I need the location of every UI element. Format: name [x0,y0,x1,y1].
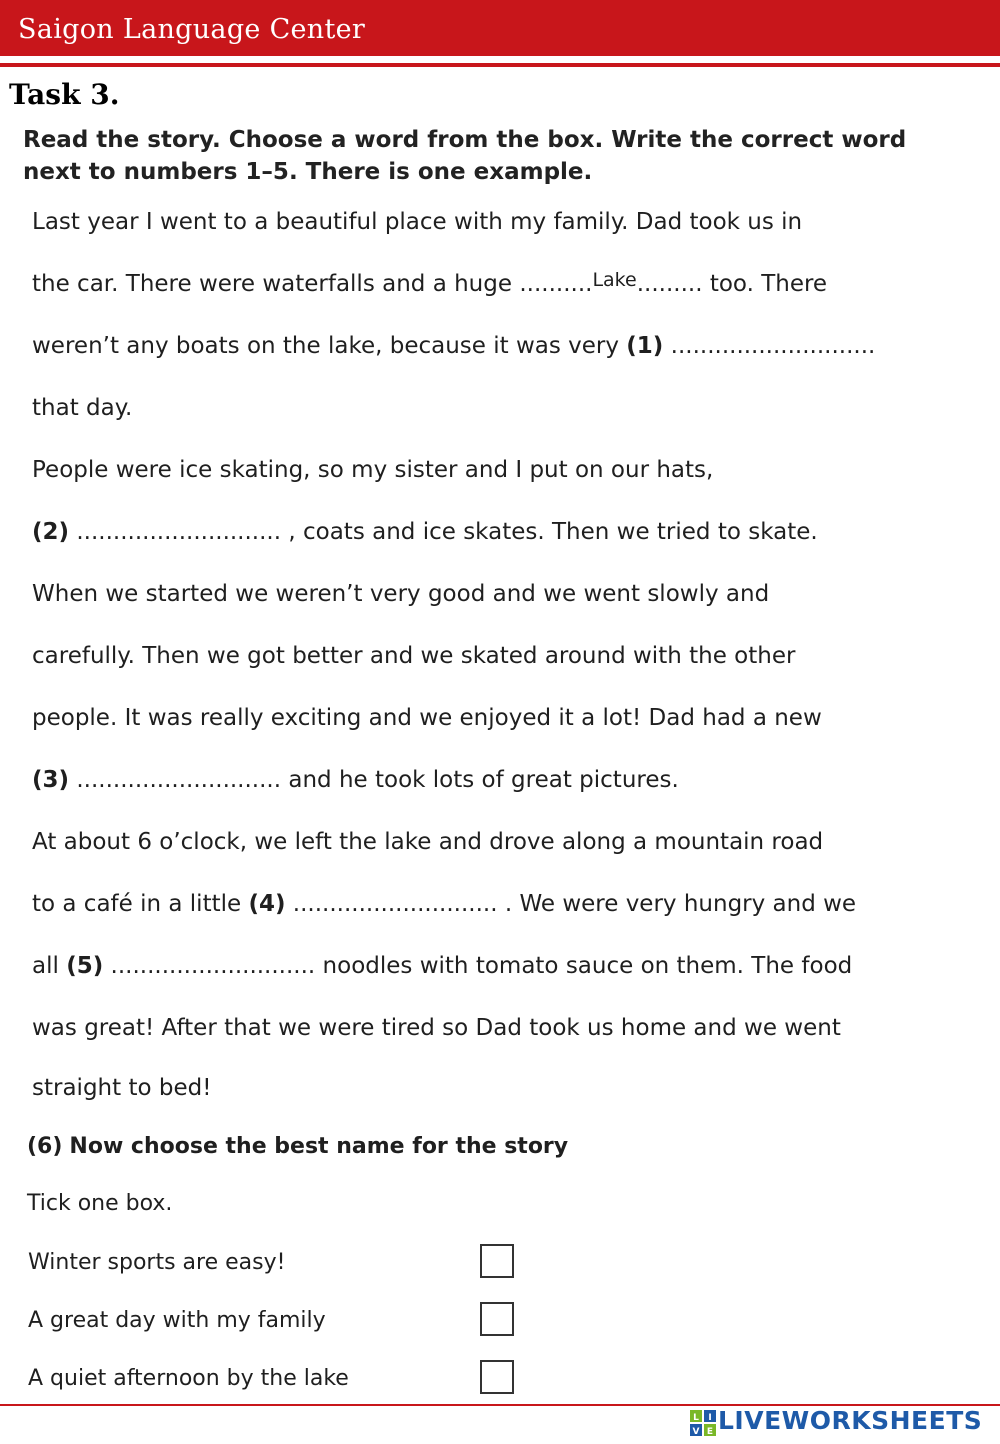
header-banner [0,0,1000,56]
gap-4-answer-field[interactable]: ............................ [285,891,498,917]
option-label-1: Winter sports are easy! [28,1250,286,1275]
example-dots: .......... [519,271,593,297]
gap-3-number: (3) [32,767,70,793]
tick-instruction: Tick one box. [27,1191,173,1216]
option-label-2: A great day with my family [28,1308,326,1333]
gap-4-number: (4) [248,891,286,917]
gap-1-number: (1) [626,333,664,359]
logo-letter: V [692,1427,700,1436]
center-name: Saigon Language Center [18,14,366,45]
gap-5-answer-field[interactable]: ............................ [103,953,316,979]
story-line: At about 6 o’clock, we left the lake and drove along a mountain road [32,829,824,855]
story-line: Last year I went to a beautiful place with my family. Dad took us in [32,209,803,235]
gap-2-answer-field[interactable]: ............................ [69,519,282,545]
question-6-text: Now choose the best name for the story [69,1134,569,1159]
story-line [32,955,852,978]
option-checkbox-3[interactable] [480,1360,514,1394]
story-text-segment: . We were very hungry and we [497,891,857,917]
story-line: was great! After that we were tired so Dad took us home and we went [32,1015,841,1041]
gap-5-number: (5) [66,953,104,979]
header-rule [0,63,1000,67]
instruction-line-2: next to numbers 1–5. There is one example. [23,159,593,185]
story-line [32,521,818,544]
story-line [32,335,875,358]
story-text-segment: weren’t any boats on the lake, because it was very [32,333,627,359]
gap-1-answer-field[interactable]: ............................ [663,333,876,359]
story-line: straight to bed! [32,1075,212,1101]
story-line: people. It was really exciting and we enjoyed it a lot! Dad had a new [32,705,822,731]
liveworksheets-logo-icon [690,1410,716,1436]
story-text-segment: all [32,953,67,979]
example-answer: Lake [592,269,637,291]
example-dots: ......... [636,271,703,297]
question-6-prompt [27,1134,568,1159]
task-title: Task 3. [9,78,120,111]
story-line [32,893,856,916]
story-line [32,769,679,792]
option-label-3: A quiet afternoon by the lake [28,1366,349,1391]
story-line: carefully. Then we got better and we skated around with the other [32,643,796,669]
story-line: that day. [32,395,133,421]
liveworksheets-logo [690,1404,990,1440]
story-line: People were ice skating, so my sister and I put on our hats, [32,457,714,483]
gap-3-answer-field[interactable]: ............................ [69,767,282,793]
story-text-segment: too. There [702,271,828,297]
brand-name: LIVEWORKSHEETS [718,1406,983,1435]
option-checkbox-1[interactable] [480,1244,514,1278]
option-checkbox-2[interactable] [480,1302,514,1336]
story-text-segment: , coats and ice skates. Then we tried to skate. [281,519,818,545]
story-text-segment: the car. There were waterfalls and a huge [32,271,520,297]
question-6-number: (6) [27,1134,63,1159]
story-text-segment: to a café in a little [32,891,249,917]
gap-2-number: (2) [32,519,70,545]
instruction-line-1: Read the story. Choose a word from the box. Write the correct word [23,127,907,153]
story-line: When we started we weren’t very good and we went slowly and [32,581,770,607]
story-text-segment: noodles with tomato sauce on them. The food [315,953,853,979]
logo-letter: I [708,1413,712,1423]
story-line [32,269,828,297]
logo-letter: E [706,1427,714,1436]
logo-letter: L [693,1413,699,1423]
story-text-segment: and he took lots of great pictures. [281,767,679,793]
